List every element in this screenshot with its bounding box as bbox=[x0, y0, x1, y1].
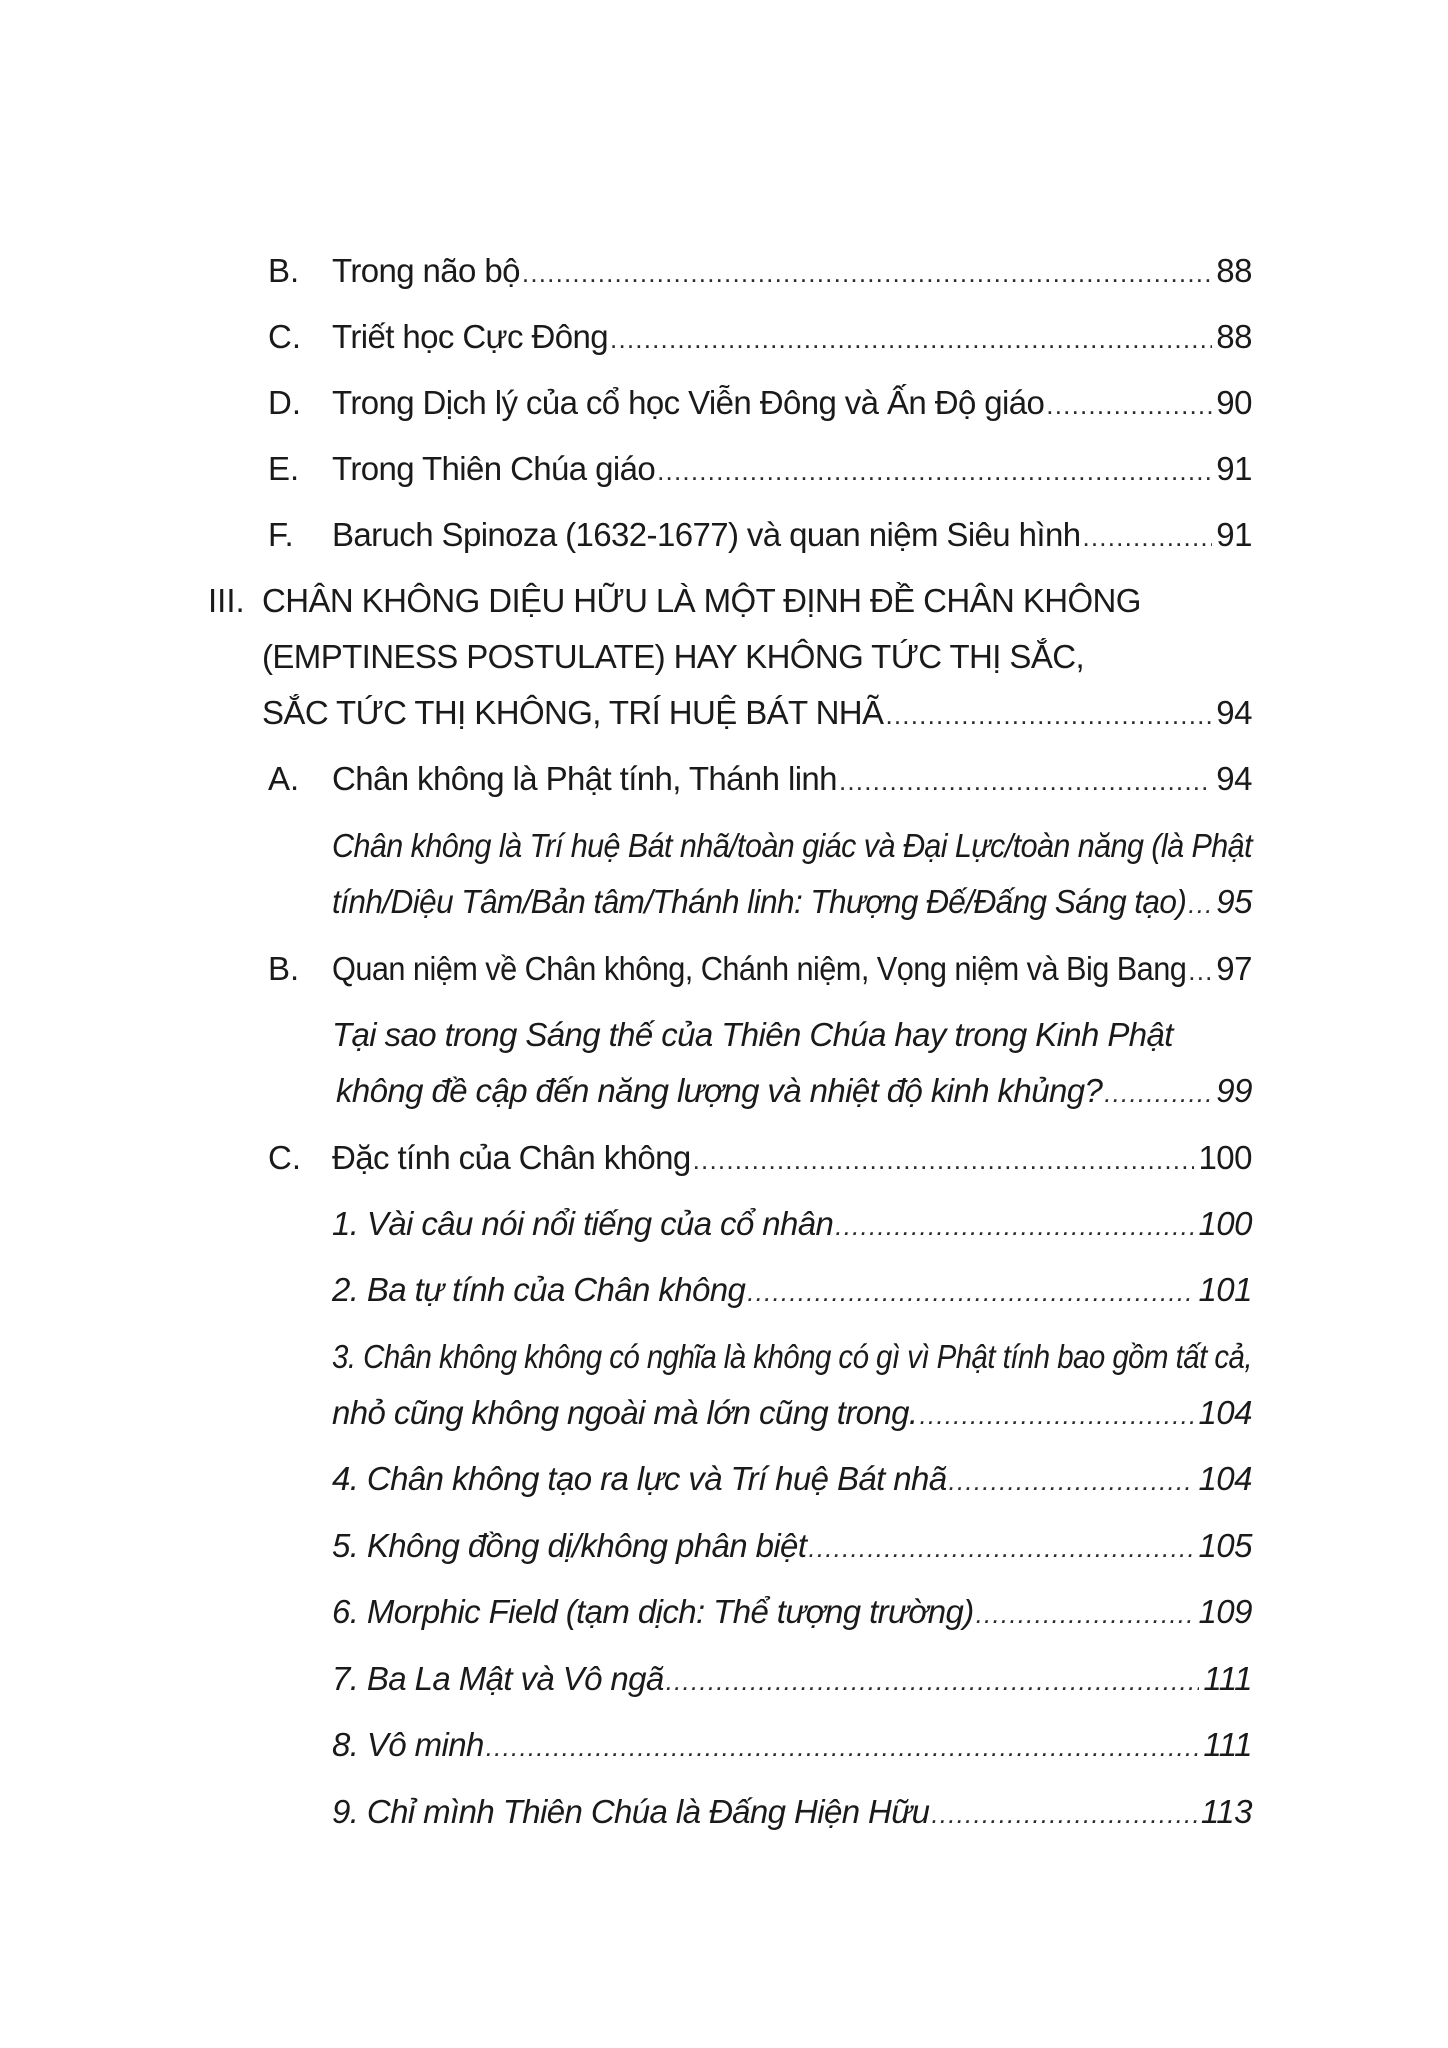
dot-leader bbox=[885, 687, 1212, 743]
page-number: 100 bbox=[1198, 1205, 1252, 1242]
entry-title: Trong Thiên Chúa giáo bbox=[332, 450, 656, 487]
section-marker: III. bbox=[208, 582, 245, 619]
entry-title: tính/Diệu Tâm/Bản tâm/Thánh linh: Thượng Đế/Đấng Sáng tạo) bbox=[332, 883, 1187, 920]
dot-leader bbox=[1104, 1065, 1212, 1121]
page-number: 99 bbox=[1216, 1072, 1252, 1109]
entry-title: 6. Morphic Field (tạm dịch: Thể tượng trường) bbox=[332, 1593, 974, 1630]
entry-marker: E. bbox=[268, 450, 300, 487]
subentry-text: 3. Chân không không có nghĩa là không có gì vì Phật tính bao gồm tất cả, bbox=[332, 1338, 1253, 1375]
subentry-line bbox=[0, 1007, 1448, 1063]
toc-entry bbox=[0, 1385, 1448, 1441]
dot-leader bbox=[657, 443, 1212, 499]
toc-row bbox=[332, 1451, 1252, 1509]
page-number: 88 bbox=[1216, 252, 1252, 289]
subentry-text: Tại sao trong Sáng thế của Thiên Chúa hay trong Kinh Phật bbox=[332, 1016, 1173, 1053]
entry-title: Đặc tính của Chân không bbox=[332, 1139, 691, 1176]
toc-entry bbox=[0, 1451, 1448, 1507]
dot-leader bbox=[839, 753, 1212, 809]
entry-marker: A. bbox=[268, 760, 300, 797]
page-number: 97 bbox=[1216, 950, 1252, 987]
entry-title: SẮC TỨC THỊ KHÔNG, TRÍ HUỆ BÁT NHÃ bbox=[262, 694, 884, 731]
entry-title: 5. Không đồng dị/không phân biệt bbox=[332, 1527, 807, 1564]
section-heading-line bbox=[0, 629, 1448, 685]
section-heading-line bbox=[0, 573, 1448, 629]
dot-leader bbox=[835, 1198, 1194, 1254]
dot-leader bbox=[1046, 377, 1212, 433]
dot-leader bbox=[808, 1520, 1194, 1576]
dot-leader bbox=[747, 1264, 1194, 1320]
page-number: 105 bbox=[1198, 1527, 1252, 1564]
page-number: 90 bbox=[1216, 384, 1252, 421]
toc-entry bbox=[0, 1651, 1448, 1707]
toc-row bbox=[332, 507, 1252, 565]
entry-title: Chân không là Phật tính, Thánh linh bbox=[332, 760, 837, 797]
subentry-text: Chân không là Trí huệ Bát nhã/toàn giác và Đại Lực/toàn năng (là Phật bbox=[332, 827, 1252, 864]
page-number: 94 bbox=[1216, 694, 1252, 731]
dot-leader bbox=[919, 1387, 1194, 1443]
toc-row bbox=[332, 1385, 1252, 1443]
entry-marker: B. bbox=[268, 950, 300, 987]
entry-title: Trong Dịch lý của cổ học Viễn Đông và Ấn Độ giáo bbox=[332, 384, 1045, 421]
page-number: 88 bbox=[1216, 318, 1252, 355]
dot-leader bbox=[976, 1586, 1195, 1642]
toc-entry bbox=[0, 1584, 1448, 1640]
page-number: 111 bbox=[1203, 1726, 1252, 1763]
entry-marker: C. bbox=[268, 318, 301, 355]
toc-entry bbox=[0, 1784, 1448, 1840]
toc-entry bbox=[0, 309, 1448, 365]
toc-row bbox=[262, 685, 1252, 743]
toc-entry bbox=[0, 243, 1448, 299]
toc-entry bbox=[0, 941, 1448, 997]
toc-entry bbox=[0, 1262, 1448, 1318]
dot-leader bbox=[931, 1786, 1197, 1842]
entry-marker: D. bbox=[268, 384, 301, 421]
page-number: 91 bbox=[1216, 450, 1252, 487]
dot-leader bbox=[666, 1653, 1200, 1709]
toc-row bbox=[332, 375, 1252, 433]
page-number: 101 bbox=[1198, 1271, 1252, 1308]
section-heading-text: CHÂN KHÔNG DIỆU HỮU LÀ MỘT ĐỊNH ĐỀ CHÂN KHÔNG bbox=[262, 582, 1141, 619]
subentry-line bbox=[0, 1329, 1448, 1385]
toc-entry bbox=[0, 1063, 1448, 1119]
entry-marker: C. bbox=[268, 1139, 301, 1176]
dot-leader bbox=[486, 1719, 1200, 1775]
page-number: 104 bbox=[1198, 1460, 1252, 1497]
section-heading-text: (EMPTINESS POSTULATE) HAY KHÔNG TỨC THỊ SẮC, bbox=[262, 638, 1085, 675]
dot-leader bbox=[522, 245, 1212, 301]
entry-title: 8. Vô minh bbox=[332, 1726, 484, 1763]
page-number: 104 bbox=[1198, 1394, 1252, 1431]
page-number: 95 bbox=[1216, 883, 1252, 920]
toc-entry bbox=[0, 874, 1448, 930]
entry-title: 9. Chỉ mình Thiên Chúa là Đấng Hiện Hữu bbox=[332, 1793, 930, 1830]
dot-leader bbox=[1188, 876, 1212, 932]
entry-title: 1. Vài câu nói nổi tiếng của cổ nhân bbox=[332, 1205, 834, 1242]
page-number: 91 bbox=[1216, 516, 1252, 553]
toc-row bbox=[332, 1584, 1252, 1642]
entry-marker: B. bbox=[268, 252, 300, 289]
toc-row bbox=[332, 309, 1252, 367]
toc-entry bbox=[0, 441, 1448, 497]
dot-leader bbox=[693, 1132, 1195, 1188]
dot-leader bbox=[610, 311, 1212, 367]
dot-leader bbox=[1082, 509, 1212, 565]
toc-row bbox=[332, 1651, 1252, 1709]
page-number: 100 bbox=[1198, 1139, 1252, 1176]
toc-row bbox=[332, 874, 1252, 932]
entry-title: nhỏ cũng không ngoài mà lớn cũng trong. bbox=[332, 1394, 918, 1431]
toc-row bbox=[332, 1784, 1252, 1842]
toc-row bbox=[336, 1063, 1252, 1121]
toc-row bbox=[332, 1262, 1252, 1320]
entry-title: Triết học Cực Đông bbox=[332, 318, 609, 355]
entry-marker: F. bbox=[268, 516, 294, 553]
toc-entry bbox=[0, 507, 1448, 563]
toc-row bbox=[332, 441, 1252, 499]
toc-entry bbox=[0, 1130, 1448, 1186]
toc-row bbox=[332, 1130, 1252, 1188]
toc-row bbox=[332, 1717, 1252, 1775]
toc-entry bbox=[0, 1196, 1448, 1252]
entry-title: Baruch Spinoza (1632-1677) và quan niệm Siêu hình bbox=[332, 516, 1081, 553]
toc-row bbox=[332, 941, 1252, 999]
toc-entry bbox=[0, 375, 1448, 431]
entry-title: Quan niệm về Chân không, Chánh niệm, Vọng niệm và Big Bang bbox=[332, 950, 1187, 987]
page-number: 94 bbox=[1216, 760, 1252, 797]
toc-row bbox=[332, 1196, 1252, 1254]
entry-title: 7. Ba La Mật và Vô ngã bbox=[332, 1660, 664, 1697]
page-number: 109 bbox=[1198, 1593, 1252, 1630]
page-number: 111 bbox=[1203, 1660, 1252, 1697]
toc-row bbox=[332, 243, 1252, 301]
toc-entry bbox=[0, 685, 1448, 741]
entry-title: 2. Ba tự tính của Chân không bbox=[332, 1271, 746, 1308]
toc-row bbox=[332, 751, 1252, 809]
dot-leader bbox=[949, 1453, 1195, 1509]
toc-row bbox=[332, 1518, 1252, 1576]
toc-entry bbox=[0, 1717, 1448, 1773]
entry-title: 4. Chân không tạo ra lực và Trí huệ Bát nhã bbox=[332, 1460, 947, 1497]
page-number: 113 bbox=[1200, 1793, 1252, 1830]
entry-title: Trong não bộ bbox=[332, 252, 520, 289]
toc-entry bbox=[0, 751, 1448, 807]
subentry-line bbox=[0, 818, 1448, 874]
entry-title: không đề cập đến năng lượng và nhiệt độ kinh khủng? bbox=[336, 1072, 1103, 1109]
dot-leader bbox=[1188, 943, 1212, 999]
toc-entry bbox=[0, 1518, 1448, 1574]
